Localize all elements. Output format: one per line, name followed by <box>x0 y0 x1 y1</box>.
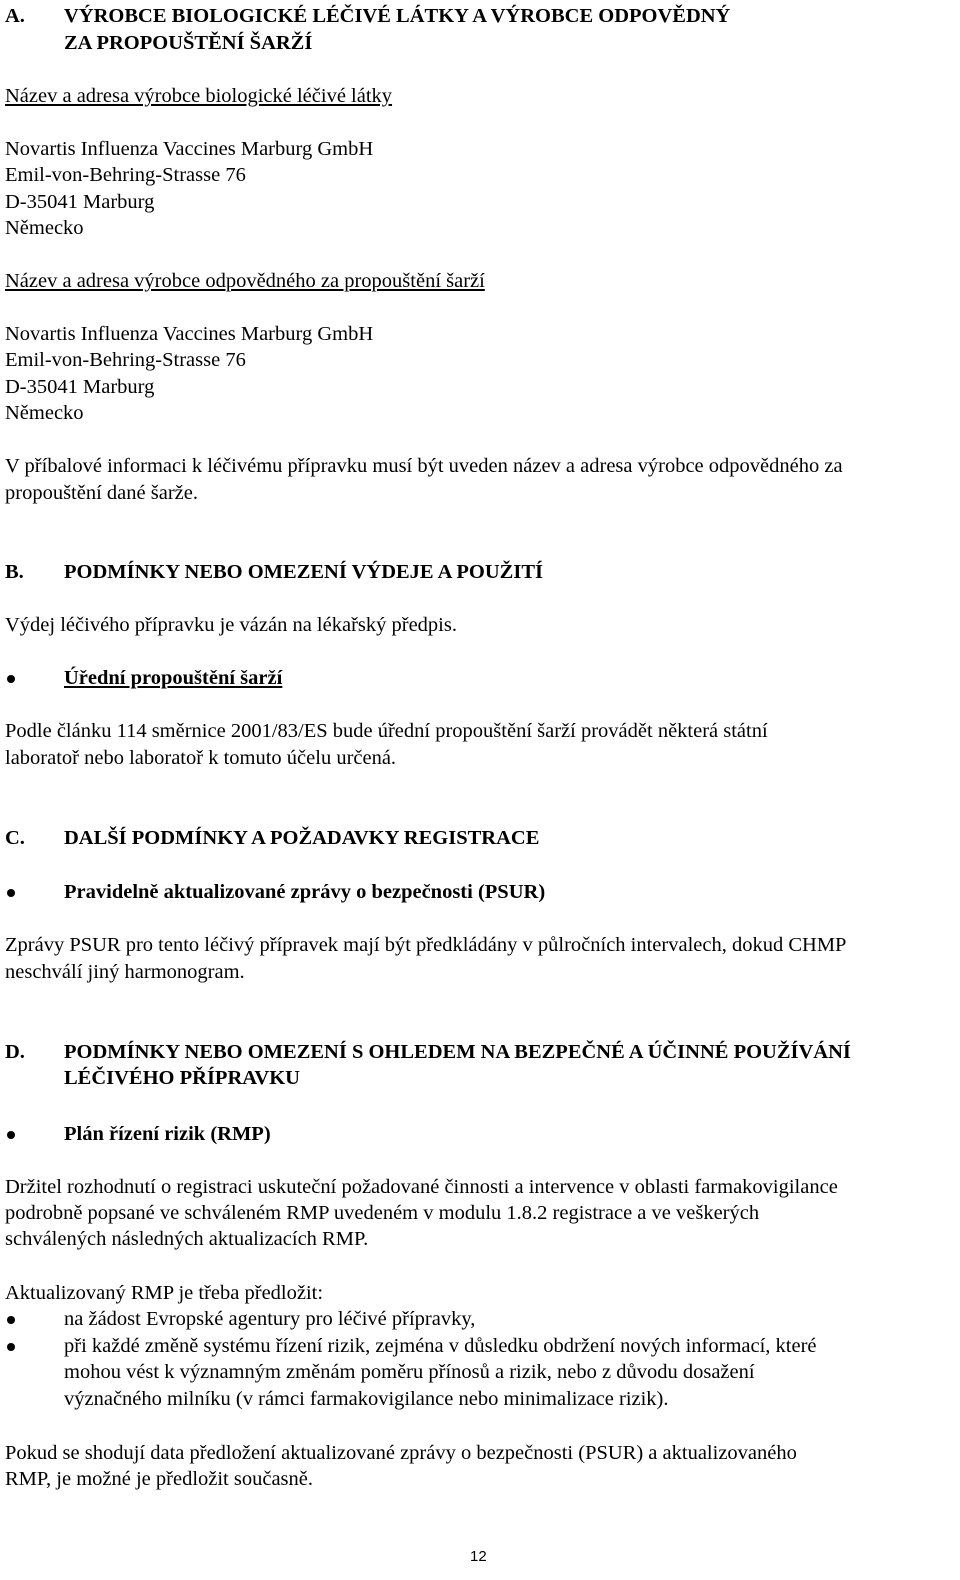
bullet-icon <box>7 1316 15 1324</box>
section-a-title-line1: VÝROBCE BIOLOGICKÉ LÉČIVÉ LÁTKY A VÝROBCE ODPOVĚDNÝ <box>64 5 731 27</box>
psur-heading: Pravidelně aktualizované zprávy o bezpečnosti (PSUR) <box>64 881 546 903</box>
official-release-heading: Úřední propouštění šarží <box>64 667 283 689</box>
rmp-update-item-line: mohou vést k významným změnám poměru přínosů a rizik, nebo z důvodu dosažení <box>64 1361 755 1383</box>
section-c-label: C. <box>5 827 25 849</box>
bio-address-line: Novartis Influenza Vaccines Marburg GmbH <box>5 138 374 160</box>
section-a-title-line2: ZA PROPOUŠTĚNÍ ŠARŽÍ <box>64 32 313 54</box>
rmp-heading: Plán řízení rizik (RMP) <box>64 1123 271 1145</box>
bullet-icon <box>7 1131 15 1139</box>
release-address-line: D-35041 Marburg <box>5 376 155 398</box>
release-address-line: Emil-von-Behring-Strasse 76 <box>5 349 246 371</box>
section-b-label: B. <box>5 561 24 583</box>
bullet-icon <box>7 889 15 897</box>
official-release-text-line: laboratoř nebo laboratoř k tomuto účelu určená. <box>5 747 397 769</box>
page-number: 12 <box>470 1548 487 1565</box>
section-b-title: PODMÍNKY NEBO OMEZENÍ VÝDEJE A POUŽITÍ <box>64 561 543 583</box>
section-c-title: DALŠÍ PODMÍNKY A POŽADAVKY REGISTRACE <box>64 827 540 849</box>
bio-address-line: Německo <box>5 217 84 239</box>
rmp-update-item: na žádost Evropské agentury pro léčivé přípravky, <box>64 1308 476 1330</box>
bullet-icon <box>7 675 15 683</box>
rmp-update-item-line: význačného milníku (v rámci farmakovigilance nebo minimalizace rizik). <box>64 1388 669 1410</box>
leaflet-note-line: V příbalové informaci k léčivému přípravku musí být uveden název a adresa výrobce odpovědného za <box>5 455 843 477</box>
leaflet-note-line: propouštění dané šarže. <box>5 482 198 504</box>
dispensing-statement: Výdej léčivého přípravku je vázán na lékařský předpis. <box>5 614 457 636</box>
bio-address-line: Emil-von-Behring-Strasse 76 <box>5 164 246 186</box>
section-d-title-line1: PODMÍNKY NEBO OMEZENÍ S OHLEDEM NA BEZPEČNÉ A ÚČINNÉ POUŽÍVÁNÍ <box>64 1041 851 1063</box>
rmp-text-line: Držitel rozhodnutí o registraci uskuteční požadované činnosti a intervence v oblasti farmakovigilance <box>5 1176 838 1198</box>
section-a-label: A. <box>5 5 25 27</box>
rmp-update-intro: Aktualizovaný RMP je třeba předložit: <box>5 1282 324 1304</box>
bullet-icon <box>7 1343 15 1351</box>
rmp-update-item-line: při každé změně systému řízení rizik, zejména v důsledku obdržení nových informací, které <box>64 1335 817 1357</box>
closing-text-line: RMP, je možné je předložit současně. <box>5 1468 314 1490</box>
official-release-text-line: Podle článku 114 směrnice 2001/83/ES bude úřední propouštění šarží provádět některá státní <box>5 720 768 742</box>
bio-address-line: D-35041 Marburg <box>5 191 155 213</box>
release-manufacturer-heading: Název a adresa výrobce odpovědného za propouštění šarží <box>5 270 485 292</box>
section-d-title-line2: LÉČIVÉHO PŘÍPRAVKU <box>64 1067 300 1089</box>
rmp-text-line: podrobně popsané ve schváleném RMP uvedeném v modulu 1.8.2 registrace a ve veškerých <box>5 1202 760 1224</box>
release-address-line: Německo <box>5 402 84 424</box>
closing-text-line: Pokud se shodují data předložení aktualizované zprávy o bezpečnosti (PSUR) a aktualizovaného <box>5 1442 797 1464</box>
section-d-label: D. <box>5 1041 25 1063</box>
psur-text-line: Zprávy PSUR pro tento léčivý přípravek mají být předkládány v půlročních intervalech, dokud CHMP <box>5 934 847 956</box>
rmp-text-line: schválených následných aktualizacích RMP. <box>5 1228 369 1250</box>
release-address-line: Novartis Influenza Vaccines Marburg GmbH <box>5 323 374 345</box>
psur-text-line: neschválí jiný harmonogram. <box>5 961 245 983</box>
bio-manufacturer-heading: Název a adresa výrobce biologické léčivé látky <box>5 85 393 107</box>
